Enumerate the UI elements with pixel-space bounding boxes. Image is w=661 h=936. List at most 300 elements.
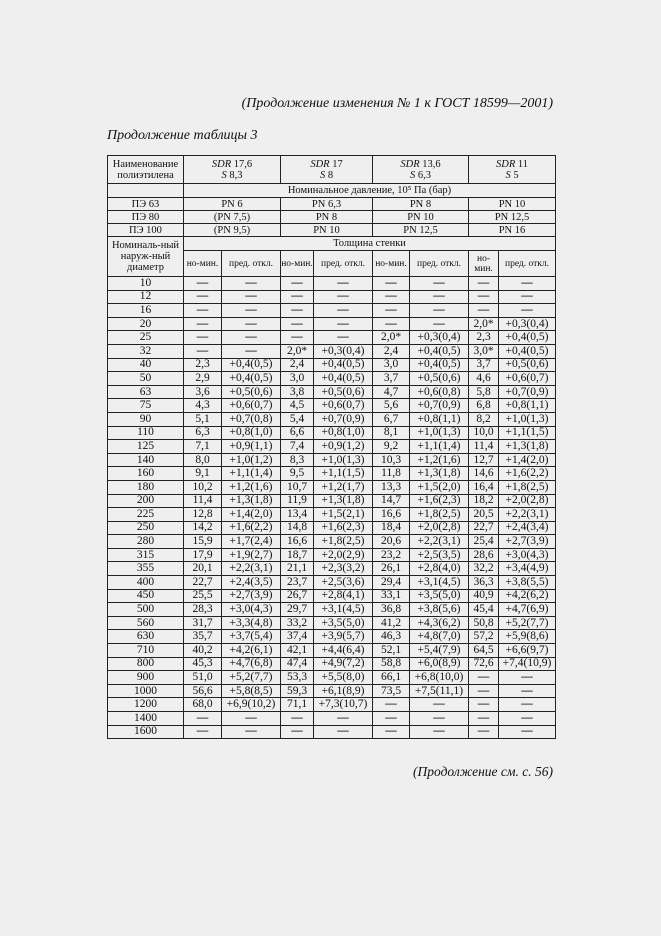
nominal-thickness-cell: 46,3 [373, 630, 410, 644]
nominal-thickness-cell: 73,5 [373, 684, 410, 698]
nominal-thickness-cell: 36,8 [373, 603, 410, 617]
blank-cell [108, 184, 184, 198]
tolerance-cell: — [499, 304, 556, 318]
table-row [108, 426, 556, 440]
tolerance-cell: +0,9(1,2) [314, 440, 373, 454]
tolerance-cell: — [222, 304, 281, 318]
nominal-thickness-cell: 6,8 [469, 399, 499, 413]
table-row [108, 331, 556, 345]
nominal-thickness-cell: — [281, 712, 314, 726]
tolerance-cell: +4,4(6,4) [314, 644, 373, 658]
tolerance-cell: +3,4(4,9) [499, 562, 556, 576]
nominal-thickness-cell: — [469, 671, 499, 685]
tolerance-cell: +0,6(0,7) [499, 372, 556, 386]
nominal-thickness-cell: — [373, 277, 410, 291]
tolerance-cell: +0,3(0,4) [499, 317, 556, 331]
pressure-value: PN 10 [281, 224, 373, 237]
diameter-cell: 20 [108, 317, 184, 331]
nominal-thickness-cell: 21,1 [281, 562, 314, 576]
nominal-thickness-cell: 2,3 [469, 331, 499, 345]
tolerance-cell: +5,4(7,9) [410, 644, 469, 658]
tolerance-cell: — [222, 344, 281, 358]
tolerance-cell: +1,1(1,5) [499, 426, 556, 440]
nominal-thickness-cell: 12,8 [184, 508, 222, 522]
table-row [108, 725, 556, 739]
nominal-thickness-cell: 7,4 [281, 440, 314, 454]
nominal-thickness-cell: 37,4 [281, 630, 314, 644]
tolerance-cell: +3,1(4,5) [410, 576, 469, 590]
table-row [108, 535, 556, 549]
sdr-group-3: SDR 13,6 S 6,3 [373, 156, 469, 184]
nominal-thickness-cell: 25,4 [469, 535, 499, 549]
tolerance-cell: +0,6(0,7) [314, 399, 373, 413]
tolerance-cell: — [314, 277, 373, 291]
nominal-thickness-cell: — [281, 331, 314, 345]
tolerance-cell: +1,4(2,0) [499, 453, 556, 467]
nominal-thickness-cell: — [281, 277, 314, 291]
nominal-thickness-cell: 8,0 [184, 453, 222, 467]
tolerance-cell: +4,9(7,2) [314, 657, 373, 671]
nominal-thickness-cell: — [184, 277, 222, 291]
diameter-cell: 450 [108, 589, 184, 603]
diameter-cell: 1200 [108, 698, 184, 712]
sdr-group-2: SDR 17 S 8 [281, 156, 373, 184]
tolerance-cell: +7,3(10,7) [314, 698, 373, 712]
nominal-thickness-cell: 64,5 [469, 644, 499, 658]
diameter-cell: 500 [108, 603, 184, 617]
tolerance-cell: +3,5(5,0) [410, 589, 469, 603]
tolerance-cell: +0,5(0,6) [410, 372, 469, 386]
table-row [108, 508, 556, 522]
nominal-thickness-cell: 4,7 [373, 385, 410, 399]
nominal-thickness-cell: — [373, 290, 410, 304]
sdr-group-4: SDR 11 S 5 [469, 156, 556, 184]
tolerance-cell: — [222, 317, 281, 331]
tolerance-cell: +2,3(3,2) [314, 562, 373, 576]
nominal-thickness-cell: 23,2 [373, 548, 410, 562]
tolerance-cell: +7,4(10,9) [499, 657, 556, 671]
tolerance-cell: +1,2(1,6) [410, 453, 469, 467]
tolerance-cell: +0,5(0,6) [314, 385, 373, 399]
tolerance-cell: — [499, 725, 556, 739]
tolerance-cell: +1,4(2,0) [222, 508, 281, 522]
pressure-value: PN 8 [281, 211, 373, 224]
tolerance-cell: — [314, 725, 373, 739]
table-row [108, 698, 556, 712]
tolerance-cell: +1,6(2,3) [410, 494, 469, 508]
tolerance-cell: +2,0(2,8) [410, 521, 469, 535]
tolerance-cell: +1,3(1,8) [314, 494, 373, 508]
nominal-thickness-cell: 5,1 [184, 412, 222, 426]
tolerance-cell: — [314, 304, 373, 318]
tolerance-cell: +1,8(2,5) [410, 508, 469, 522]
nominal-thickness-cell: 20,5 [469, 508, 499, 522]
tolerance-cell: +0,8(1,0) [314, 426, 373, 440]
tolerance-cell: +0,7(0,9) [499, 385, 556, 399]
tolerance-cell: +1,1(1,4) [222, 467, 281, 481]
tolerance-cell: +1,3(1,8) [499, 440, 556, 454]
nominal-thickness-cell: — [281, 725, 314, 739]
table-row [108, 358, 556, 372]
tolerance-cell: — [222, 290, 281, 304]
deviation-subheader: пред. откл. [222, 251, 281, 277]
tolerance-cell: +6,0(8,9) [410, 657, 469, 671]
nominal-thickness-cell: 10,0 [469, 426, 499, 440]
tolerance-cell: +0,4(0,5) [222, 358, 281, 372]
nominal-thickness-cell: 3,0* [469, 344, 499, 358]
diameter-cell: 225 [108, 508, 184, 522]
tolerance-cell: +2,0(2,9) [314, 548, 373, 562]
tolerance-cell: — [410, 712, 469, 726]
nominal-thickness-cell: 71,1 [281, 698, 314, 712]
nominal-thickness-cell: 14,2 [184, 521, 222, 535]
diameter-cell: 710 [108, 644, 184, 658]
nominal-thickness-cell: 18,4 [373, 521, 410, 535]
nominal-thickness-cell: — [184, 331, 222, 345]
tolerance-cell: +2,2(3,1) [499, 508, 556, 522]
tolerance-cell: +0,6(0,7) [222, 399, 281, 413]
tolerance-cell: — [410, 304, 469, 318]
nominal-thickness-cell: 11,4 [184, 494, 222, 508]
tolerance-cell: +1,0(1,3) [499, 412, 556, 426]
nominal-thickness-cell: 15,9 [184, 535, 222, 549]
nominal-thickness-cell: 13,3 [373, 480, 410, 494]
pressure-value: PN 12,5 [469, 211, 556, 224]
tolerance-cell: +4,2(6,2) [499, 589, 556, 603]
nominal-thickness-cell: — [184, 304, 222, 318]
nominal-thickness-cell: 45,3 [184, 657, 222, 671]
tolerance-cell: +0,7(0,9) [410, 399, 469, 413]
table-row [108, 589, 556, 603]
tolerance-cell: — [499, 698, 556, 712]
tolerance-cell: — [314, 712, 373, 726]
nominal-thickness-cell: 10,2 [184, 480, 222, 494]
nominal-thickness-cell: 8,3 [281, 453, 314, 467]
wall-thickness-table [107, 155, 556, 739]
tolerance-cell: — [410, 698, 469, 712]
tolerance-cell: +0,9(1,1) [222, 440, 281, 454]
tolerance-cell: +0,4(0,5) [222, 372, 281, 386]
tolerance-cell: — [222, 725, 281, 739]
diameter-cell: 630 [108, 630, 184, 644]
pressure-value: PN 12,5 [373, 224, 469, 237]
tolerance-cell: +0,3(0,4) [410, 331, 469, 345]
tolerance-cell: — [410, 725, 469, 739]
nominal-thickness-cell: 5,6 [373, 399, 410, 413]
diameter-cell: 1400 [108, 712, 184, 726]
tolerance-cell: +6,9(10,2) [222, 698, 281, 712]
nominal-thickness-cell: 72,6 [469, 657, 499, 671]
nominal-thickness-cell: 35,7 [184, 630, 222, 644]
nominal-thickness-cell: — [184, 344, 222, 358]
nominal-subheader: но-мин. [281, 251, 314, 277]
table-row [108, 521, 556, 535]
tolerance-cell: +3,7(5,4) [222, 630, 281, 644]
nominal-thickness-cell: 14,6 [469, 467, 499, 481]
pressure-value: PN 10 [373, 211, 469, 224]
nominal-thickness-cell: — [373, 698, 410, 712]
nominal-thickness-cell: 29,7 [281, 603, 314, 617]
nominal-thickness-cell: 14,7 [373, 494, 410, 508]
nominal-thickness-cell: 8,2 [469, 412, 499, 426]
nominal-thickness-cell: 3,7 [373, 372, 410, 386]
tolerance-cell: — [314, 317, 373, 331]
tolerance-cell: +1,0(1,3) [314, 453, 373, 467]
deviation-subheader: пред. откл. [314, 251, 373, 277]
nominal-thickness-cell: 16,6 [281, 535, 314, 549]
tolerance-cell: +2,0(2,8) [499, 494, 556, 508]
diameter-cell: 250 [108, 521, 184, 535]
nominal-thickness-cell: 22,7 [469, 521, 499, 535]
nominal-thickness-cell: — [184, 317, 222, 331]
tolerance-cell: +0,4(0,5) [410, 344, 469, 358]
diameter-cell: 75 [108, 399, 184, 413]
diameter-cell: 180 [108, 480, 184, 494]
table-row [108, 277, 556, 291]
nominal-thickness-cell: 31,7 [184, 616, 222, 630]
diameter-cell: 32 [108, 344, 184, 358]
diameter-cell: 12 [108, 290, 184, 304]
nominal-thickness-cell: — [184, 725, 222, 739]
tolerance-cell: — [499, 684, 556, 698]
nominal-thickness-cell: 2,0* [469, 317, 499, 331]
tolerance-cell: +0,7(0,9) [314, 412, 373, 426]
nominal-thickness-cell: 16,6 [373, 508, 410, 522]
nominal-thickness-cell: 2,0* [373, 331, 410, 345]
nominal-thickness-cell: 32,2 [469, 562, 499, 576]
table-row [108, 480, 556, 494]
diameter-cell: 140 [108, 453, 184, 467]
nominal-subheader: но-мин. [184, 251, 222, 277]
table-row [108, 657, 556, 671]
diameter-cell: 16 [108, 304, 184, 318]
tolerance-cell: +4,7(6,9) [499, 603, 556, 617]
nominal-thickness-cell: 17,9 [184, 548, 222, 562]
tolerance-cell: +0,4(0,5) [499, 344, 556, 358]
nominal-thickness-cell: 3,0 [281, 372, 314, 386]
nominal-thickness-cell: 16,4 [469, 480, 499, 494]
table-row [108, 399, 556, 413]
nominal-thickness-cell: 12,7 [469, 453, 499, 467]
diameter-cell: 160 [108, 467, 184, 481]
nominal-thickness-cell: 23,7 [281, 576, 314, 590]
nominal-thickness-cell: 2,0* [281, 344, 314, 358]
table-caption: Продолжение таблицы 3 [107, 128, 258, 143]
tolerance-cell: +0,4(0,5) [314, 372, 373, 386]
nominal-thickness-cell: 8,1 [373, 426, 410, 440]
tolerance-cell: +0,5(0,6) [222, 385, 281, 399]
nominal-thickness-cell: 51,0 [184, 671, 222, 685]
tolerance-cell: +1,8(2,5) [314, 535, 373, 549]
tolerance-cell: +2,8(4,1) [314, 589, 373, 603]
footer-note: (Продолжение см. с. 56) [413, 764, 553, 779]
thickness-header: Толщина стенки [184, 237, 556, 251]
tolerance-cell: +3,8(5,6) [410, 603, 469, 617]
diameter-cell: 400 [108, 576, 184, 590]
nominal-thickness-cell: 6,3 [184, 426, 222, 440]
nominal-thickness-cell: 9,5 [281, 467, 314, 481]
nominal-thickness-cell: 20,6 [373, 535, 410, 549]
tolerance-cell: +2,2(3,1) [222, 562, 281, 576]
nominal-thickness-cell: — [469, 712, 499, 726]
nominal-thickness-cell: 9,1 [184, 467, 222, 481]
tolerance-cell: +3,1(4,5) [314, 603, 373, 617]
nominal-thickness-cell: 42,1 [281, 644, 314, 658]
tolerance-cell: +1,6(2,2) [499, 467, 556, 481]
tolerance-cell: +5,8(8,5) [222, 684, 281, 698]
pressure-value: PN 6 [184, 198, 281, 211]
corner-header: Наименование полиэтилена [108, 156, 184, 184]
tolerance-cell: +6,6(9,7) [499, 644, 556, 658]
tolerance-cell: +5,2(7,7) [499, 616, 556, 630]
pressure-row [108, 211, 556, 224]
tolerance-cell: — [499, 277, 556, 291]
table-row [108, 453, 556, 467]
tolerance-cell: +2,4(3,5) [222, 576, 281, 590]
table-row [108, 603, 556, 617]
table-row [108, 684, 556, 698]
diameter-cell: 40 [108, 358, 184, 372]
nominal-thickness-cell: 26,7 [281, 589, 314, 603]
pressure-row [108, 224, 556, 237]
tolerance-cell: +5,2(7,7) [222, 671, 281, 685]
tolerance-cell: — [499, 290, 556, 304]
tolerance-cell: — [410, 317, 469, 331]
pressure-value: PN 16 [469, 224, 556, 237]
diameter-cell: 900 [108, 671, 184, 685]
tolerance-cell: +4,2(6,1) [222, 644, 281, 658]
nominal-thickness-cell: 2,9 [184, 372, 222, 386]
table-row [108, 616, 556, 630]
nominal-thickness-cell: 5,8 [469, 385, 499, 399]
nominal-thickness-cell: — [373, 317, 410, 331]
tolerance-cell: — [314, 290, 373, 304]
tolerance-cell: +0,4(0,5) [499, 331, 556, 345]
pressure-value: PN 8 [373, 198, 469, 211]
header-note: (Продолжение изменения № 1 к ГОСТ 18599—2001) [241, 96, 553, 111]
material-label: ПЭ 80 [108, 211, 184, 224]
nominal-thickness-cell: 45,4 [469, 603, 499, 617]
diameter-cell: 280 [108, 535, 184, 549]
tolerance-cell: +1,2(1,6) [222, 480, 281, 494]
tolerance-cell: +4,7(6,8) [222, 657, 281, 671]
table-row [108, 317, 556, 331]
table-row [108, 467, 556, 481]
diameter-cell: 25 [108, 331, 184, 345]
pressure-value: PN 6,3 [281, 198, 373, 211]
nominal-thickness-cell: 53,3 [281, 671, 314, 685]
nominal-thickness-cell: 28,6 [469, 548, 499, 562]
table-row [108, 494, 556, 508]
nominal-thickness-cell: — [469, 290, 499, 304]
diameter-cell: 1600 [108, 725, 184, 739]
nominal-thickness-cell: 10,3 [373, 453, 410, 467]
nominal-thickness-cell: 9,2 [373, 440, 410, 454]
table-row [108, 562, 556, 576]
tolerance-cell: +3,0(4,3) [222, 603, 281, 617]
nominal-thickness-cell: 33,2 [281, 616, 314, 630]
nominal-thickness-cell: — [469, 725, 499, 739]
diameter-cell: 355 [108, 562, 184, 576]
nominal-thickness-cell: 4,6 [469, 372, 499, 386]
tolerance-cell: +0,5(0,6) [499, 358, 556, 372]
nominal-thickness-cell: 40,2 [184, 644, 222, 658]
nominal-thickness-cell: 26,1 [373, 562, 410, 576]
nominal-thickness-cell: 3,7 [469, 358, 499, 372]
diameter-cell: 560 [108, 616, 184, 630]
nominal-thickness-cell: — [281, 290, 314, 304]
nominal-subheader: но-мин. [373, 251, 410, 277]
tolerance-cell: +0,8(1,1) [499, 399, 556, 413]
pressure-value: (PN 9,5) [184, 224, 281, 237]
tolerance-cell: +1,6(2,3) [314, 521, 373, 535]
table-row [108, 385, 556, 399]
nominal-thickness-cell: 11,9 [281, 494, 314, 508]
tolerance-cell: +1,8(2,5) [499, 480, 556, 494]
nominal-thickness-cell: — [373, 304, 410, 318]
nominal-thickness-cell: 18,2 [469, 494, 499, 508]
nominal-thickness-cell: 66,1 [373, 671, 410, 685]
tolerance-cell: +6,1(8,9) [314, 684, 373, 698]
nominal-thickness-cell: 7,1 [184, 440, 222, 454]
tolerance-cell: +1,5(2,0) [410, 480, 469, 494]
table-row [108, 644, 556, 658]
nominal-thickness-cell: 47,4 [281, 657, 314, 671]
tolerance-cell: +2,8(4,0) [410, 562, 469, 576]
nominal-thickness-cell: 28,3 [184, 603, 222, 617]
nominal-thickness-cell: 50,8 [469, 616, 499, 630]
tolerance-cell: +0,4(0,5) [314, 358, 373, 372]
tolerance-cell: +2,5(3,6) [314, 576, 373, 590]
nominal-thickness-cell: — [184, 290, 222, 304]
table-row [108, 548, 556, 562]
material-label: ПЭ 100 [108, 224, 184, 237]
tolerance-cell: +0,4(0,5) [410, 358, 469, 372]
tolerance-cell: +1,5(2,1) [314, 508, 373, 522]
tolerance-cell: +1,9(2,7) [222, 548, 281, 562]
nominal-subheader: но-мин. [469, 251, 499, 277]
nominal-thickness-cell: 6,7 [373, 412, 410, 426]
nominal-thickness-cell: 18,7 [281, 548, 314, 562]
diameter-cell: 200 [108, 494, 184, 508]
tolerance-cell: +3,5(5,0) [314, 616, 373, 630]
diameter-cell: 125 [108, 440, 184, 454]
nominal-thickness-cell: 33,1 [373, 589, 410, 603]
nominal-thickness-cell: 5,4 [281, 412, 314, 426]
table-row [108, 344, 556, 358]
diameter-header: Номиналь-ный наруж-ный диаметр [108, 237, 184, 277]
table-row [108, 671, 556, 685]
table-row [108, 576, 556, 590]
nominal-thickness-cell: — [469, 698, 499, 712]
tolerance-cell: +1,6(2,2) [222, 521, 281, 535]
nominal-thickness-cell: 3,0 [373, 358, 410, 372]
tolerance-cell: +2,7(3,9) [222, 589, 281, 603]
diameter-cell: 90 [108, 412, 184, 426]
diameter-cell: 63 [108, 385, 184, 399]
tolerance-cell: — [499, 671, 556, 685]
nominal-thickness-cell: 52,1 [373, 644, 410, 658]
nominal-thickness-cell: 56,6 [184, 684, 222, 698]
nominal-thickness-cell: 2,4 [281, 358, 314, 372]
tolerance-cell: — [222, 712, 281, 726]
table-row [108, 712, 556, 726]
tolerance-cell: — [222, 277, 281, 291]
nominal-thickness-cell: 59,3 [281, 684, 314, 698]
tolerance-cell: — [222, 331, 281, 345]
table-row [108, 630, 556, 644]
pressure-row [108, 198, 556, 211]
